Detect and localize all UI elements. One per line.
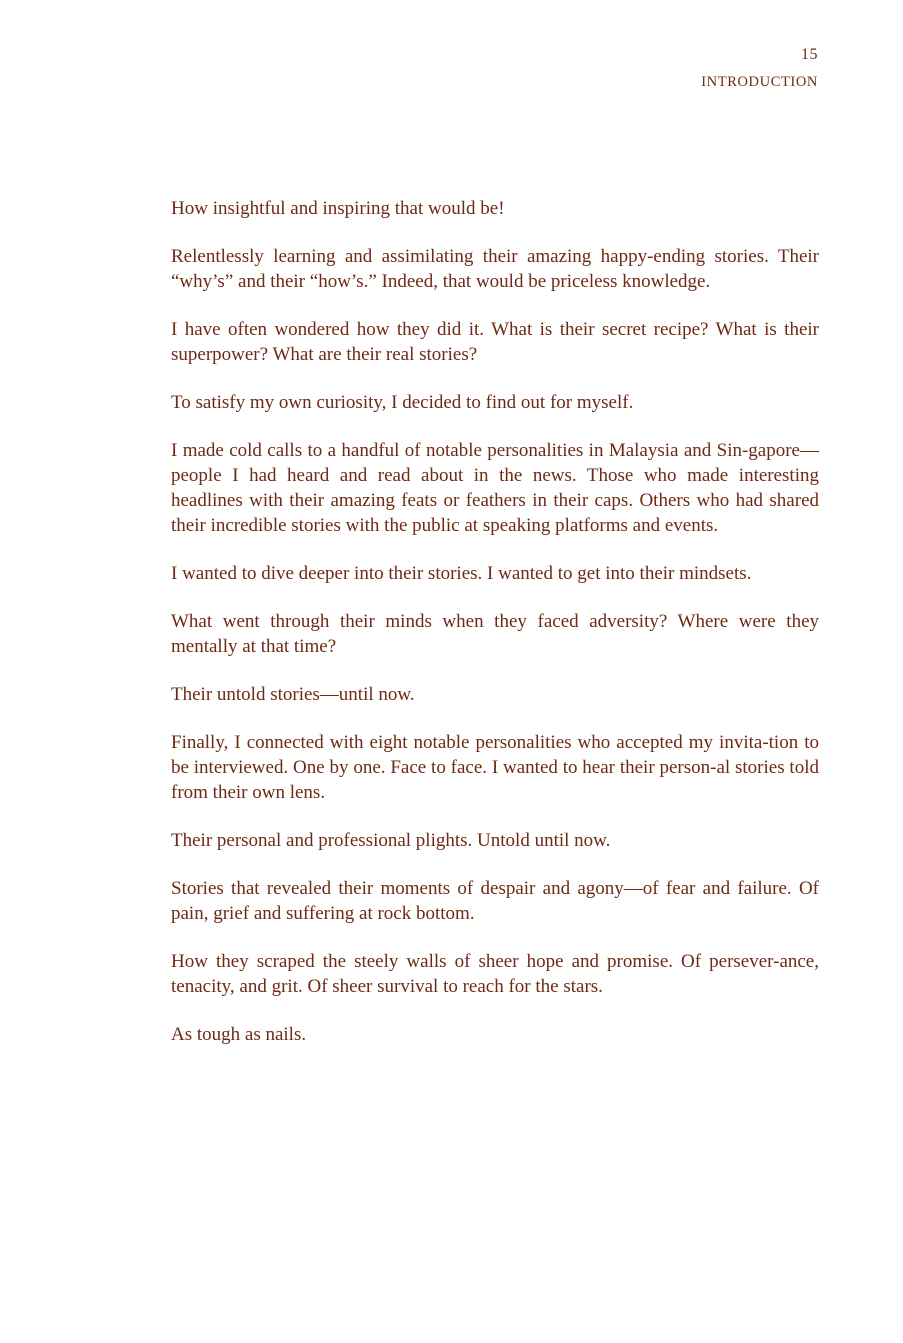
paragraph: To satisfy my own curiosity, I decided to find out for myself.: [171, 392, 634, 413]
body-text: [171, 196, 819, 1070]
paragraph: As tough as nails.: [171, 1024, 307, 1045]
paragraph: I have often wondered how they did it. What is their secret recipe? What is their superpower? What are their real stories?: [171, 319, 819, 365]
paragraph: I wanted to dive deeper into their stories. I wanted to get into their mindsets.: [171, 563, 752, 584]
section-title: INTRODUCTION: [701, 74, 818, 90]
paragraph: How insightful and inspiring that would be!: [171, 198, 505, 219]
running-head: [701, 44, 818, 92]
paragraph: Stories that revealed their moments of despair and agony—of fear and failure. Of pain, grief and suffering at rock bottom.: [171, 878, 819, 924]
page-number: 15: [801, 46, 818, 63]
paragraph: Finally, I connected with eight notable personalities who accepted my invita-tion to be interviewed. One by one. Face to face. I wanted to hear their person-al stories told from their own lens.: [171, 732, 819, 803]
paragraph: How they scraped the steely walls of sheer hope and promise. Of persever-ance, tenacity, and grit. Of sheer survival to reach for the stars.: [171, 951, 819, 997]
paragraph: Their personal and professional plights. Untold until now.: [171, 830, 611, 851]
paragraph: What went through their minds when they faced adversity? Where were they mentally at that time?: [171, 611, 819, 657]
paragraph: Their untold stories—until now.: [171, 684, 415, 705]
paragraph: Relentlessly learning and assimilating their amazing happy-ending stories. Their “why’s” and their “how’s.” Indeed, that would be priceless knowledge.: [171, 246, 819, 292]
paragraph: I made cold calls to a handful of notable personalities in Malaysia and Sin-gapore—people I had heard and read about in the news. Those who made interesting headlines with their amazing feats or feathers in their caps. Others who had shared their incredible stories with the public at speaking platforms and events.: [171, 440, 819, 536]
